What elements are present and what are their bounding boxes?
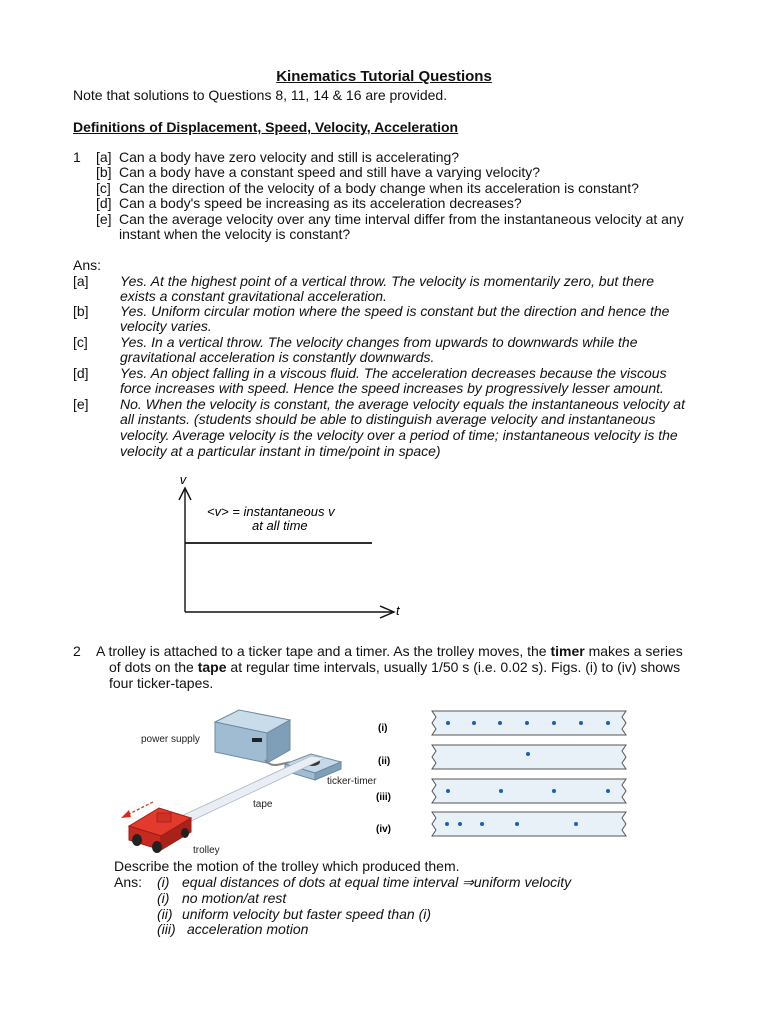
trolley-label: trolley (193, 845, 220, 856)
graph-annotation: <v> = instantaneous v (207, 504, 335, 519)
q2-text: makes a series (584, 643, 683, 659)
solutions-note: Note that solutions to Questions 8, 11, 14 & 16 are provided. (73, 87, 448, 103)
q2-answer-label: (ii) (157, 906, 173, 922)
q2-answer-label: (iii) (157, 921, 176, 937)
tape-label-i: (i) (378, 723, 388, 734)
trolley-block (157, 813, 171, 822)
tape-label-ii: (ii) (378, 756, 391, 767)
q1-part-text: Can a body have a constant speed and still have a varying velocity? (119, 164, 541, 180)
q1-part-label: [a] (96, 149, 112, 165)
motion-arrow-head (121, 810, 131, 818)
ticker-tape-ii (432, 745, 626, 769)
trolley-wheel (152, 841, 162, 853)
answer-line: Yes. An object falling in a viscous fluid. The acceleration decreases because the viscous (120, 365, 667, 381)
q1-part-text: Can a body's speed be increasing as its acceleration decreases? (119, 195, 522, 211)
q1-part-label: [b] (96, 164, 112, 180)
q2-text-bold: timer (550, 643, 585, 659)
q1-part-text: Can a body have zero velocity and still is accelerating? (119, 149, 460, 165)
answer-line: all instants. (students should be able to distinguish average velocity and instantaneous (120, 411, 656, 427)
answer-label: [c] (73, 334, 88, 350)
trolley-wheel (181, 828, 189, 838)
q2-text: of dots on the (109, 659, 198, 675)
question-number-2: 2 (73, 643, 81, 659)
q2-text: at regular time intervals, usually 1/50 s (i.e. 0.02 s). Figs. (i) to (iv) shows (226, 659, 681, 675)
answer-line: Yes. Uniform circular motion where the speed is constant but the direction and hence the (120, 303, 670, 319)
section-heading: Definitions of Displacement, Speed, Velocity, Acceleration (73, 119, 459, 135)
page-title: Kinematics Tutorial Questions (276, 68, 492, 85)
answer-line: velocity. Average velocity is the velocity over a period of time; instantaneous velocity is the (120, 427, 678, 443)
q2-text: A trolley is attached to a ticker tape and a timer. As the trolley moves, the (96, 643, 551, 659)
q2-text-line-1 (96, 644, 683, 659)
ticker-tape-iii (432, 779, 626, 803)
answer-line: force increases with speed. Hence the speed increases by progressively lesser amount. (120, 380, 664, 396)
power-supply-label: power supply (141, 734, 200, 745)
tape-label-iv: (iv) (376, 824, 391, 835)
ticker-timer-label: ticker-timer (327, 776, 377, 787)
answer-line: gravitational acceleration is constantly downwards. (120, 349, 435, 365)
graph-annotation: at all time (252, 518, 308, 533)
tape-label-iii: (iii) (376, 792, 391, 803)
q1-part-label: [c] (96, 180, 111, 196)
answer-line: No. When the velocity is constant, the average velocity equals the instantaneous velocity at (120, 396, 685, 412)
q2-text-line-2 (109, 660, 680, 675)
answer-label: [d] (73, 365, 89, 381)
q1-part-text: Can the direction of the velocity of a body change when its acceleration is constant? (119, 180, 639, 196)
q2-text-line-3: four ticker-tapes. (109, 675, 214, 691)
trolley-wheel (132, 834, 142, 846)
power-supply-switch (252, 738, 262, 742)
velocity-time-graph (150, 470, 410, 630)
q2-answer-text: uniform velocity but faster speed than (i) (182, 906, 432, 922)
answer-line: velocity at a particular instant in time/point in space) (120, 443, 441, 459)
ticker-timer-apparatus-figure (115, 700, 390, 858)
q2-prompt: Describe the motion of the trolley which produced them. (114, 858, 460, 874)
q2-answer-label: (i) (157, 874, 170, 890)
answer-label: [b] (73, 303, 89, 319)
q1-part-label: [e] (96, 211, 112, 227)
q2-text-bold: tape (197, 659, 227, 675)
q2-answer-text: equal distances of dots at equal time interval ⇒uniform velocity (182, 874, 572, 890)
ticker-tape-strip (177, 756, 325, 822)
ticker-tapes-figure (372, 702, 634, 840)
answer-label: [e] (73, 396, 89, 412)
q1-part-text: Can the average velocity over any time interval differ from the instantaneous velocity at any (119, 211, 684, 227)
y-axis-label: v (179, 472, 187, 487)
answer-line: velocity varies. (120, 318, 212, 334)
q1-part-label: [d] (96, 195, 112, 211)
answer-line: Yes. In a vertical throw. The velocity changes from upwards to downwards while the (120, 334, 638, 350)
answers-label: Ans: (73, 257, 102, 273)
answer-line: Yes. At the highest point of a vertical throw. The velocity is momentarily zero, but there (120, 273, 655, 289)
answer-label: [a] (73, 273, 89, 289)
q2-answer-text: acceleration motion (187, 921, 309, 937)
dot-tape-ii (526, 752, 530, 756)
q1-part-text-continued: instant when the velocity is constant? (119, 226, 351, 242)
q2-answer-label: (i) (157, 890, 170, 906)
q2-answers-label: Ans: (114, 874, 143, 890)
question-number-1: 1 (73, 149, 81, 165)
x-axis-label: t (396, 603, 400, 618)
q2-answer-text: no motion/at rest (182, 890, 287, 906)
answer-line: exists a constant gravitational acceleration. (120, 288, 387, 304)
tape-label: tape (253, 799, 273, 810)
